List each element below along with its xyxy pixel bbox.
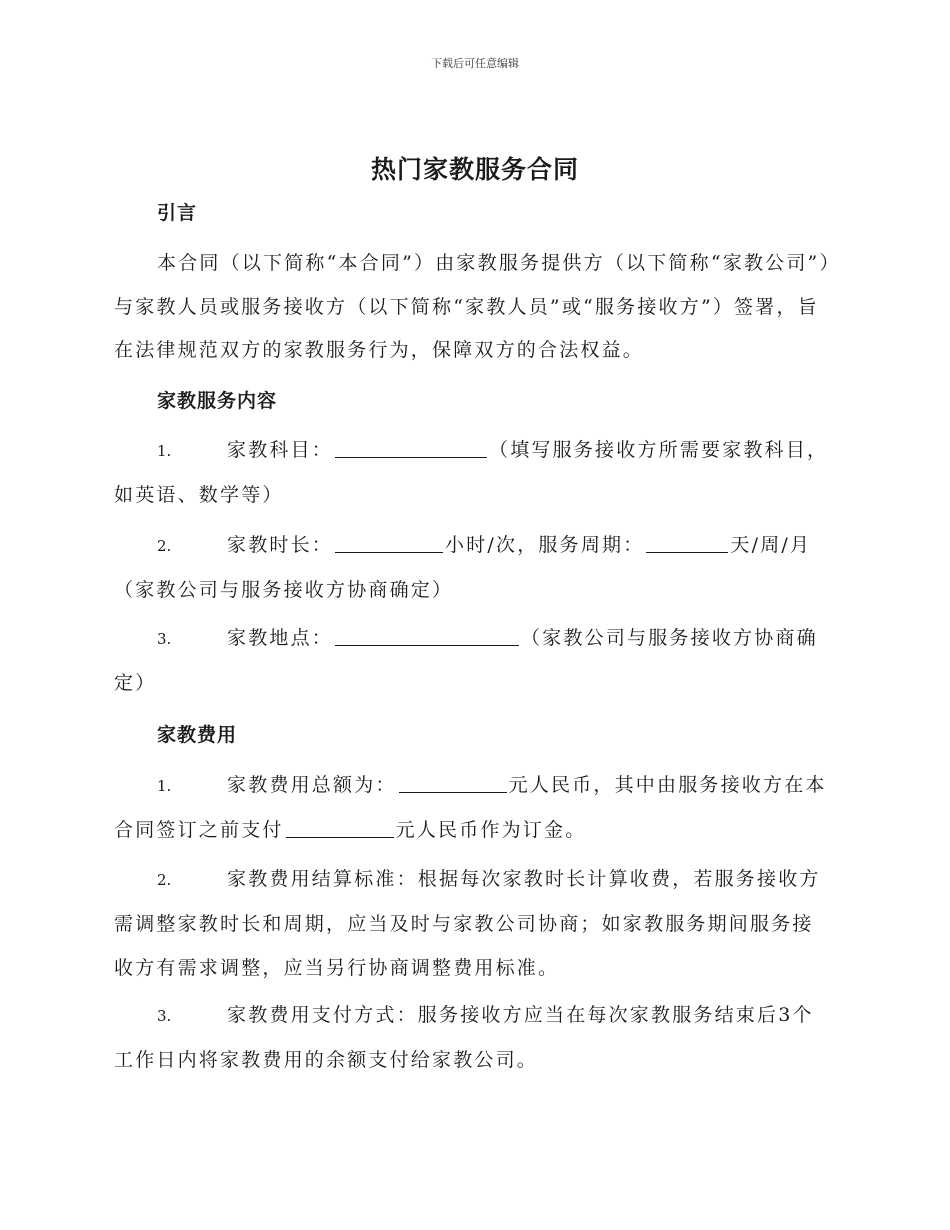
fees-item-standard	[114, 857, 834, 990]
item-label: 家教地点：	[227, 627, 334, 649]
document-title: 热门家教服务合同	[370, 155, 579, 184]
item-text: 家教费用支付方式：服务接收方应当在每次家教服务结束后3个工作日内将家教费用的余额支付给家教公司。	[114, 1004, 814, 1071]
item-number: 3.	[157, 630, 172, 648]
section-heading-fees: 家教费用	[157, 724, 238, 746]
header-note: 下载后可任意编辑	[431, 57, 519, 70]
intro-paragraph: 本合同（以下简称“本合同”）由家教服务提供方（以下简称“家教公司”）与家教人员或服务接收方（以下简称“家教人员”或“服务接收方”）签署，旨在法律规范双方的家教服务行为，保障双方的合法权益。	[114, 252, 832, 361]
fees-item-total	[114, 763, 834, 852]
item-number: 1.	[157, 442, 172, 460]
item-label: 小时/次，服务周期：	[445, 534, 645, 556]
item-text: 元人民币，其中由服务接收方在本合同签订之前支付	[114, 774, 827, 841]
blank-field-deposit[interactable]	[286, 818, 394, 838]
fees-item-payment	[114, 993, 834, 1082]
content-item-location	[114, 616, 834, 705]
item-number: 2.	[157, 871, 172, 889]
item-number: 1.	[157, 777, 172, 795]
item-label: 家教科目：	[227, 439, 334, 461]
item-note: （填写服务接收方所需要家教科目，如英语、数学等）	[114, 439, 829, 506]
blank-field-location[interactable]	[335, 626, 519, 646]
blank-field-hours[interactable]	[335, 533, 443, 553]
section-heading-intro: 引言	[157, 202, 198, 224]
content-item-subject	[114, 428, 834, 517]
item-text: 家教费用结算标准：根据每次家教时长计算收费，若服务接收方需调整家教时长和周期，应当及时与家教公司协商；如家教服务期间服务接收方有需求调整，应当另行协商调整费用标准。	[114, 868, 821, 979]
content-item-duration	[114, 523, 834, 612]
item-label: 家教时长：	[227, 534, 334, 556]
item-label: 家教费用总额为：	[227, 774, 397, 796]
item-note: （家教公司与服务接收方协商确定）	[114, 627, 818, 694]
item-text: 元人民币作为订金。	[395, 819, 587, 841]
blank-field-subject[interactable]	[335, 438, 487, 458]
item-note: 天/周/月（家教公司与服务接收方协商确定）	[114, 534, 812, 601]
blank-field-total[interactable]	[399, 773, 507, 793]
item-number: 3.	[157, 1007, 172, 1025]
section-heading-content: 家教服务内容	[157, 390, 278, 412]
blank-field-period[interactable]	[646, 533, 728, 553]
item-number: 2.	[157, 537, 172, 555]
